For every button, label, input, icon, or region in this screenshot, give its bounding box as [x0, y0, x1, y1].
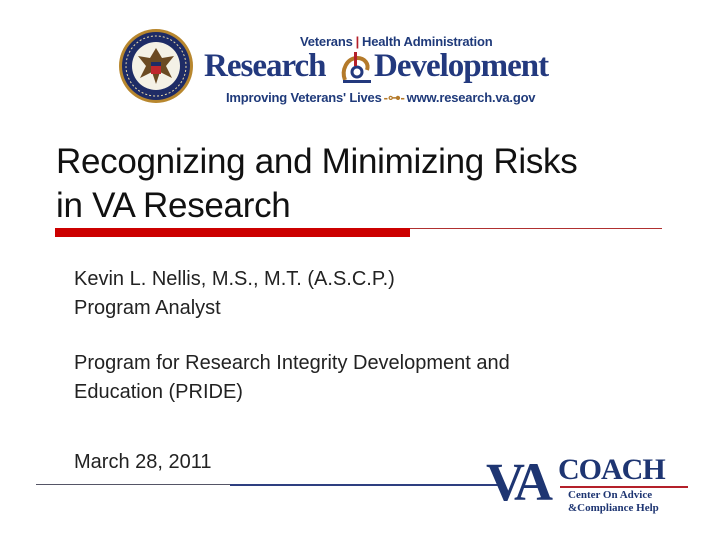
vha-veterans-text: Veterans — [300, 34, 353, 49]
brand-development-word: Development — [374, 48, 549, 84]
presenter-role: Program Analyst — [74, 297, 221, 319]
vha-health-admin-text: Health Administration — [362, 34, 493, 49]
slide-title — [56, 140, 676, 228]
coach-word: COACH — [558, 453, 665, 486]
vha-heading — [300, 34, 492, 49]
presenter-name: Kevin L. Nellis, M.S., M.T. (A.S.C.P.) — [74, 268, 395, 290]
tagline-separator-icon: -⊶- — [383, 90, 405, 105]
coach-tagline-1: Center On Advice — [568, 489, 653, 501]
title-underline — [410, 228, 662, 229]
presentation-date: March 28, 2011 — [74, 451, 212, 473]
program-name-line1: Program for Research Integrity Development and — [74, 352, 510, 374]
coach-divider — [560, 486, 688, 488]
va-coach-logo — [486, 452, 696, 522]
presenter-block — [74, 265, 395, 323]
program-name-line2: Education (PRIDE) — [74, 381, 243, 403]
program-block — [74, 349, 510, 407]
footer-rule-left — [36, 484, 236, 485]
tagline-url: www.research.va.gov — [406, 90, 536, 105]
title-accent-bar — [55, 228, 410, 237]
coach-tagline-2: &Compliance Help — [568, 502, 659, 514]
slide-title-line1: Recognizing and Minimizing Risks — [56, 142, 578, 181]
coach-va-letters: VA — [486, 452, 550, 512]
rd-emblem-icon — [337, 50, 375, 88]
research-development-logo — [204, 34, 564, 114]
tagline-text: Improving Veterans' Lives — [226, 90, 382, 105]
brand-tagline — [226, 90, 535, 106]
vha-separator: | — [355, 34, 360, 49]
slide-title-line2: in VA Research — [56, 186, 291, 225]
brand-research-word: Research — [204, 48, 326, 84]
va-seal-logo — [118, 28, 194, 104]
footer-rule-right — [230, 484, 500, 486]
